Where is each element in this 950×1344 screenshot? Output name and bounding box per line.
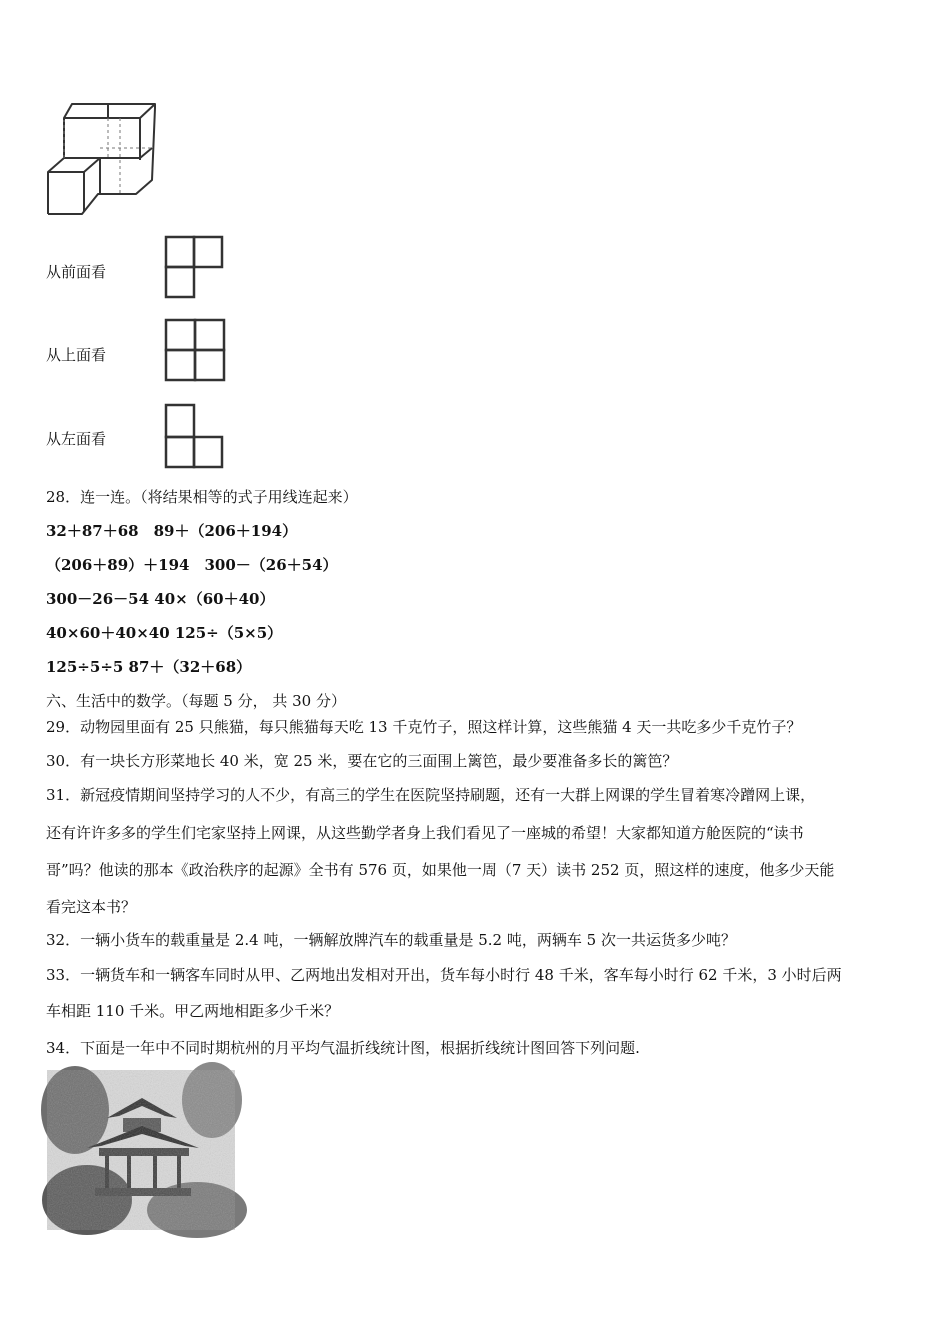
- q33-line-2: 车相距 110 千米。甲乙两地相距多少千米？: [46, 1002, 340, 1020]
- q31-line-3: 哥”吗？他读的那本《政治秩序的起源》全书有 576 页，如果他一周（7 天）读书 252 页，照这样的速度，他多少天能: [46, 861, 835, 879]
- q33-line-1: 33．一辆货车和一辆客车同时从甲、乙两地出发相对开出，货车每小时行 48 千米，客车每小时行 62 千米，3 小时后两: [46, 966, 842, 984]
- top-view-label: 从上面看: [46, 346, 107, 364]
- q28-row-1: 32＋87＋68 89＋（206＋194）: [46, 522, 298, 540]
- front-view-label: 从前面看: [46, 263, 107, 281]
- q30-text: 30．有一块长方形菜地长 40 米，宽 25 米，要在它的三面围上篱笆，最少要准备多长的篱笆？: [46, 752, 678, 770]
- q28-row-3: 300－26－54 40×（60＋40）: [46, 590, 275, 608]
- top-view-figure: [165, 319, 227, 383]
- q34-text: 34．下面是一年中不同时期杭州的月平均气温折线统计图，根据折线统计图回答下列问题.: [46, 1039, 640, 1057]
- q29-text: 29．动物园里面有 25 只熊猫，每只熊猫每天吃 13 千克竹子，照这样计算，这些熊猫 4 天一共吃多少千克竹子？: [46, 718, 802, 736]
- q31-line-4: 看完这本书？: [46, 898, 137, 916]
- q31-line-1: 31．新冠疫情期间坚持学习的人不少，有高三的学生在医院坚持刷题，还有一大群上网课的学生冒着寒冷蹭网上课，: [46, 786, 816, 804]
- front-view-figure: [165, 236, 225, 300]
- section-6-title: 六、生活中的数学。（每题 5 分， 共 30 分）: [46, 692, 346, 710]
- q28-row-4: 40×60＋40×40 125÷（5×5）: [46, 624, 283, 642]
- q28-title: 28．连一连。（将结果相等的式子用线连起来）: [46, 488, 358, 506]
- q28-row-2: （206＋89）＋194 300－（26＋54）: [46, 556, 338, 574]
- q31-line-2: 还有许许多多的学生们宅家坚持上网课，从这些勤学者身上我们看见了一座城的希望！大家都知道方舱医院的“读书: [46, 824, 804, 842]
- left-view-figure: [165, 404, 225, 470]
- left-view-label: 从左面看: [46, 430, 107, 448]
- q32-text: 32．一辆小货车的载重量是 2.4 吨，一辆解放牌汽车的载重量是 5.2 吨，两辆车 5 次一共运货多少吨？: [46, 931, 736, 949]
- q28-row-5: 125÷5÷5 87＋（32＋68）: [46, 658, 252, 676]
- pavilion-photo: [47, 1070, 235, 1230]
